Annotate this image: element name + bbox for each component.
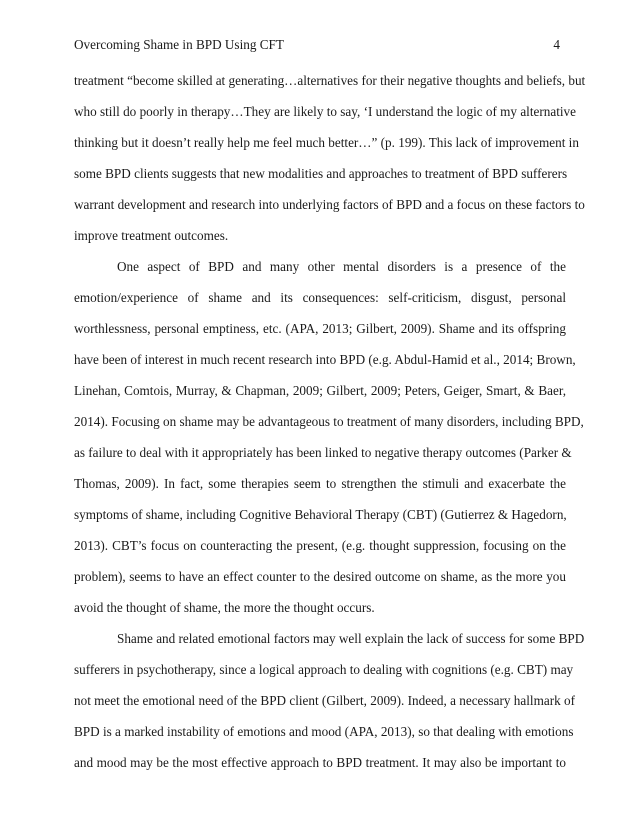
text-line: improve treatment outcomes. <box>74 228 229 243</box>
text-line: thinking but it doesn’t really help me feel much better…” (p. 199). This lack of improvement in <box>74 135 579 150</box>
text-line: problem), seems to have an effect counter to the desired outcome on shame, as the more you <box>74 569 566 584</box>
text-line: symptoms of shame, including Cognitive Behavioral Therapy (CBT) (Gutierrez & Hagedorn, <box>74 507 567 522</box>
text-line: some BPD clients suggests that new modalities and approaches to treatment of BPD sufferers <box>74 166 568 181</box>
text-line: and mood may be the most effective approach to BPD treatment. It may also be important to <box>74 755 566 770</box>
text-line: have been of interest in much recent research into BPD (e.g. Abdul-Hamid et al., 2014; Brown, <box>74 352 576 367</box>
text-line: worthlessness, personal emptiness, etc. (APA, 2013; Gilbert, 2009). Shame and its offspring <box>74 321 566 336</box>
text-line: as failure to deal with it appropriately has been linked to negative therapy outcomes (Parker & <box>74 445 572 460</box>
text-line: not meet the emotional need of the BPD client (Gilbert, 2009). Indeed, a necessary hallmark of <box>74 693 575 708</box>
paragraph-first-line: One aspect of BPD and many other mental disorders is a presence of the <box>117 259 566 274</box>
text-line: Thomas, 2009). In fact, some therapies seem to strengthen the stimuli and exacerbate the <box>74 476 566 491</box>
text-line: Linehan, Comtois, Murray, & Chapman, 2009; Gilbert, 2009; Peters, Geiger, Smart, & Baer, <box>74 383 566 398</box>
text-line: 2013). CBT’s focus on counteracting the present, (e.g. thought suppression, focusing on the <box>74 538 566 553</box>
text-line: warrant development and research into underlying factors of BPD and a focus on these factors to <box>74 197 585 212</box>
text-line: avoid the thought of shame, the more the thought occurs. <box>74 600 375 615</box>
paragraph-first-line: Shame and related emotional factors may well explain the lack of success for some BPD <box>117 631 585 646</box>
text-line: who still do poorly in therapy…They are likely to say, ‘I understand the logic of my alternative <box>74 104 576 119</box>
text-line: emotion/experience of shame and its consequences: self-criticism, disgust, personal <box>74 290 566 305</box>
running-header <box>74 37 560 55</box>
text-line: treatment “become skilled at generating…alternatives for their negative thoughts and beliefs, but <box>74 73 586 88</box>
running-title: Overcoming Shame in BPD Using CFT <box>74 37 284 52</box>
page-number: 4 <box>553 37 560 52</box>
text-line: sufferers in psychotherapy, since a logical approach to dealing with cognitions (e.g. CBT) may <box>74 662 574 677</box>
text-line: BPD is a marked instability of emotions and mood (APA, 2013), so that dealing with emotions <box>74 724 574 739</box>
text-line: 2014). Focusing on shame may be advantageous to treatment of many disorders, including BPD, <box>74 414 584 429</box>
